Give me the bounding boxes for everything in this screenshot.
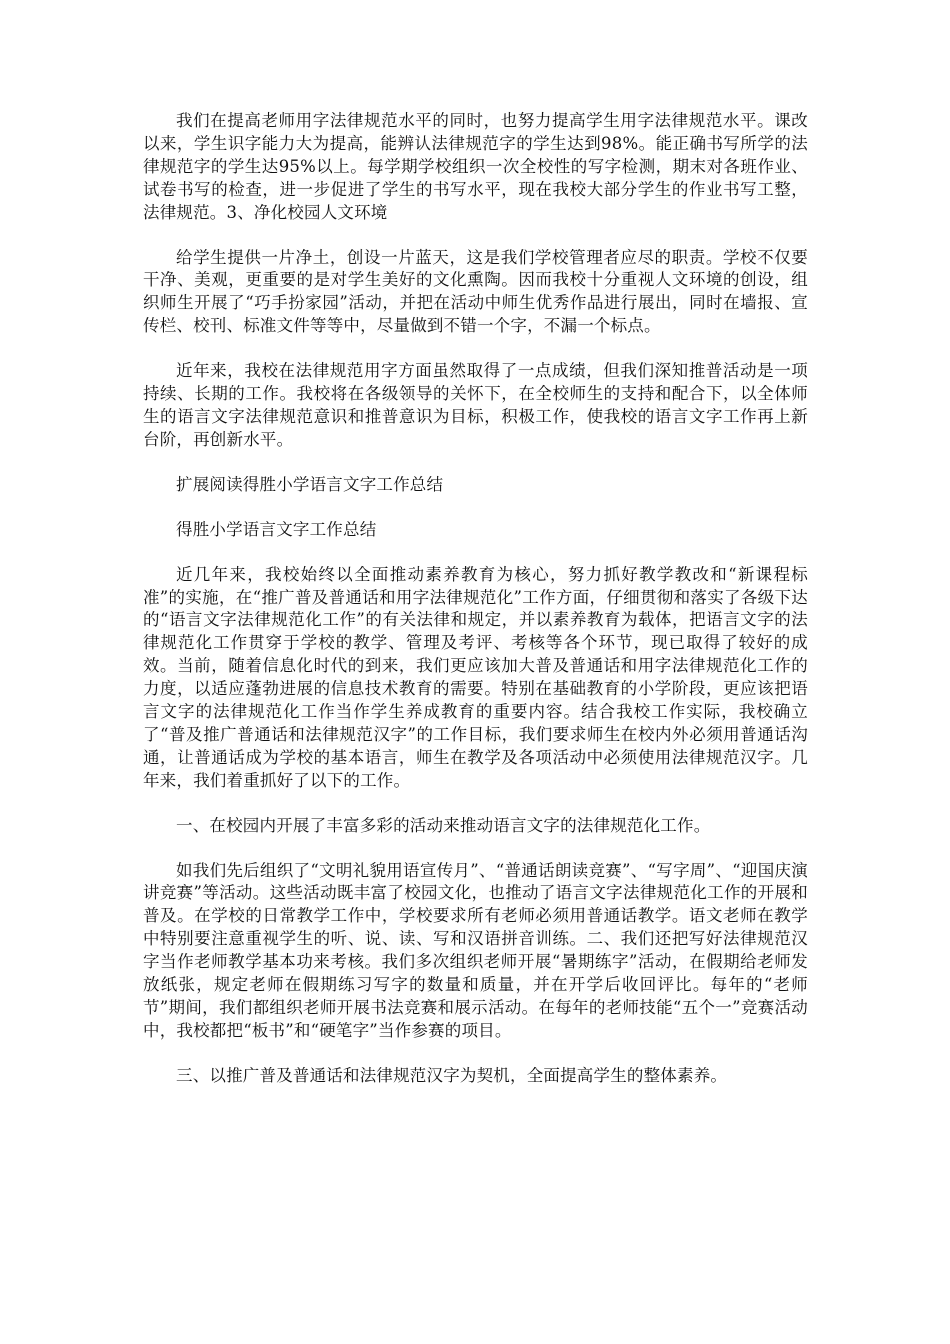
section-heading-one: 一、在校园内开展了丰富多彩的活动来推动语言文字的法律规范化工作。 [176, 815, 711, 835]
section-heading-three: 三、以推广普及普通话和法律规范汉字为契机，全面提高学生的整体素养。 [176, 1065, 728, 1085]
paragraph-introduction: 近几年来，我校始终以全面推动素养教育为核心，努力抓好教学教改和“新课程标准”的实施，在“推广普及普通话和用字法律规范化”工作方面，仔细贯彻和落实了各级下达的“语言文字法律规范化工作”的有关法律和规定，并以素养教育为载体，把语言文字的法律规范化工作贯穿于学校的教学、管理及考评、考核等各个环节，现已取得了较好的成效。当前，随着信息化时代的到来，我们更应该加大普及普通话和用字法律规范化工作的力度，以适应蓬勃进展的信息技术教育的需要。特别在基础教育的小学阶段，更应该把语言文字的法律规范化工作当作学生养成教育的重要内容。结合我校工作实际，我校确立了“普及推广普通话和法律规范汉字”的工作目标，我们要求师生在校内外必须用普通话沟通，让普通话成为学校的基本语言，师生在教学及各项活动中必须使用法律规范汉字。几年来，我们着重抓好了以下的工作。 [143, 564, 808, 790]
paragraph-student-writing: 我们在提高老师用字法律规范水平的同时，也努力提高学生用字法律规范水平。课改以来，学生识字能力大为提高，能辨认法律规范字的学生达到98%。能正确书写所学的法律规范字的学生达95%以上。每学期学校组织一次全校性的写字检测，期末对各班作业、试卷书写的检查，进一步促进了学生的书写水平，现在我校大部分学生的作业书写工整，法律规范。3、净化校园人文环境 [143, 111, 808, 222]
paragraph-campus-environment: 给学生提供一片净土，创设一片蓝天，这是我们学校管理者应尽的职责。学校不仅要干净、美观，更重要的是对学生美好的文化熏陶。因而我校十分重视人文环境的创设，组织师生开展了“巧手扮家园”活动，并把在活动中师生优秀作品进行展出，同时在墙报、宣传栏、校刊、标准文件等等中，尽量做到不错一个字，不漏一个标点。 [143, 247, 808, 336]
paragraph-achievements: 近年来，我校在法律规范用字方面虽然取得了一点成绩，但我们深知推普活动是一项持续、长期的工作。我校将在各级领导的关怀下，在全校师生的支持和配合下，以全体师生的语言文字法律规范意识和推普意识为目标，积极工作，使我校的语言文字工作再上新台阶，再创新水平。 [143, 361, 808, 449]
extended-reading-title: 扩展阅读得胜小学语言文字工作总结 [176, 474, 444, 494]
document-page [143, 110, 808, 1110]
document-title: 得胜小学语言文字工作总结 [176, 519, 377, 539]
paragraph-activities: 如我们先后组织了“文明礼貌用语宣传月”、“普通话朗读竞赛”、“写字周”、“迎国庆演讲竞赛”等活动。这些活动既丰富了校园文化，也推动了语言文字法律规范化工作的开展和普及。在学校的日常教学工作中，学校要求所有老师必须用普通话教学。语文老师在教学中特别要注意重视学生的听、说、读、写和汉语拼音训练。二、我们还把写好法律规范汉字当作老师教学基本功来考核。我们多次组织老师开展“暑期练字”活动，在假期给老师发放纸张，规定老师在假期练习写字的数量和质量，并在开学后收回评比。每年的“老师节”期间，我们都组织老师开展书法竞赛和展示活动。在每年的老师技能“五个一”竞赛活动中，我校都把“板书”和“硬笔字”当作参赛的项目。 [143, 860, 808, 1040]
